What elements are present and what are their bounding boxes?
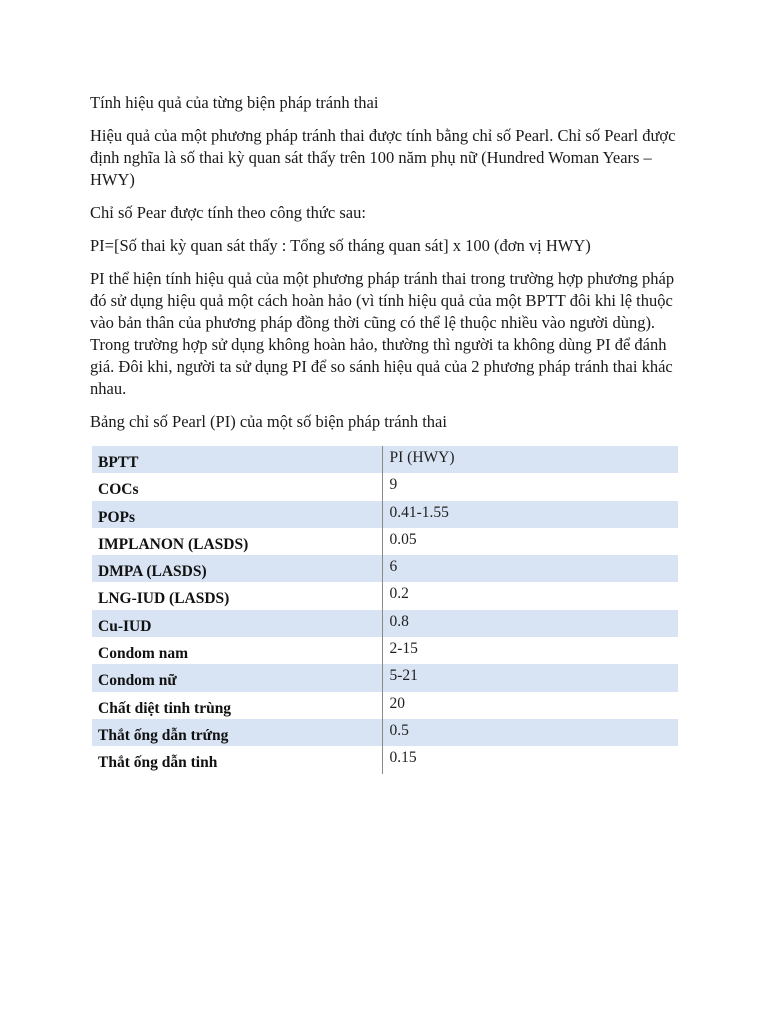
method-cell: POPs [92,501,382,528]
pi-value-cell: 0.2 [382,582,678,609]
pi-explanation-paragraph: PI thể hiện tính hiệu quả của một phương pháp tránh thai trong trường hợp phương pháp đó sử dụng hiệu quả một cách hoàn hảo (vì tính hiệu quả của một BPTT đôi khi lệ thuộc vào bản thân của phương pháp đồng thời cũng có thể lệ thuộc nhiều vào người dùng). Trong trường hợp sử dụng không hoàn hảo, thường thì người ta không dùng PI để đánh giá. Đôi khi, người ta sử dụng PI để so sánh hiệu quả của 2 phương pháp tránh thai khác nhau. [90,269,675,398]
method-cell: Condom nam [98,645,189,663]
method-cell: Condom nữ [92,664,382,691]
header-pi-cell: PI (HWY) [382,446,678,473]
pi-value-cell: 0.8 [382,610,678,637]
pi-value-cell: 6 [382,555,678,582]
method-cell: Thắt ống dẫn trứng [92,719,382,746]
method-cell: LNG-IUD (LASDS) [98,590,230,608]
table-row [92,473,678,500]
pearl-index-table-wrapper [92,446,678,774]
pi-value-cell: 0.41-1.55 [382,501,678,528]
pi-value-cell: 2-15 [382,637,678,664]
table-row [92,555,678,582]
formula-paragraph: PI=[Số thai kỳ quan sát thấy : Tổng số tháng quan sát] x 100 (đơn vị HWY) [90,236,591,255]
pi-value-cell: 0.05 [382,528,678,555]
pi-value-cell: 0.15 [382,746,678,773]
table-row [92,582,678,609]
method-cell: IMPLANON (LASDS) [98,535,249,553]
formula-intro-paragraph: Chỉ số Pear được tính theo công thức sau: [90,203,366,222]
table-row [92,746,678,773]
method-cell: Cu-IUD [92,610,382,637]
pi-value-cell: 20 [382,692,678,719]
method-cell: Thắt ống dẫn tinh [98,754,218,772]
table-header-row [92,446,678,473]
pi-value-cell: 9 [382,473,678,500]
pi-value-cell: 5-21 [382,664,678,691]
pi-value-cell: 0.5 [382,719,678,746]
method-cell: Chất diệt tinh trùng [98,699,232,717]
heading-paragraph: Tính hiệu quả của từng biện pháp tránh thai [90,93,379,112]
pearl-definition-paragraph: Hiệu quả của một phương pháp tránh thai được tính bằng chỉ số Pearl. Chỉ số Pearl được định nghĩa là số thai kỳ quan sát thấy trên 100 năm phụ nữ (Hundred Woman Years – HWY) [90,126,676,189]
header-method-cell: BPTT [92,446,382,473]
pearl-index-table [92,446,678,774]
table-row [92,610,678,637]
method-cell: COCs [98,481,139,499]
table-row [92,637,678,664]
table-row [92,719,678,746]
table-caption: Bảng chỉ số Pearl (PI) của một số biện pháp tránh thai [90,412,447,431]
table-row [92,664,678,691]
table-row [92,528,678,555]
table-row [92,501,678,528]
document-body [90,92,690,441]
method-cell: DMPA (LASDS) [92,555,382,582]
table-row [92,692,678,719]
